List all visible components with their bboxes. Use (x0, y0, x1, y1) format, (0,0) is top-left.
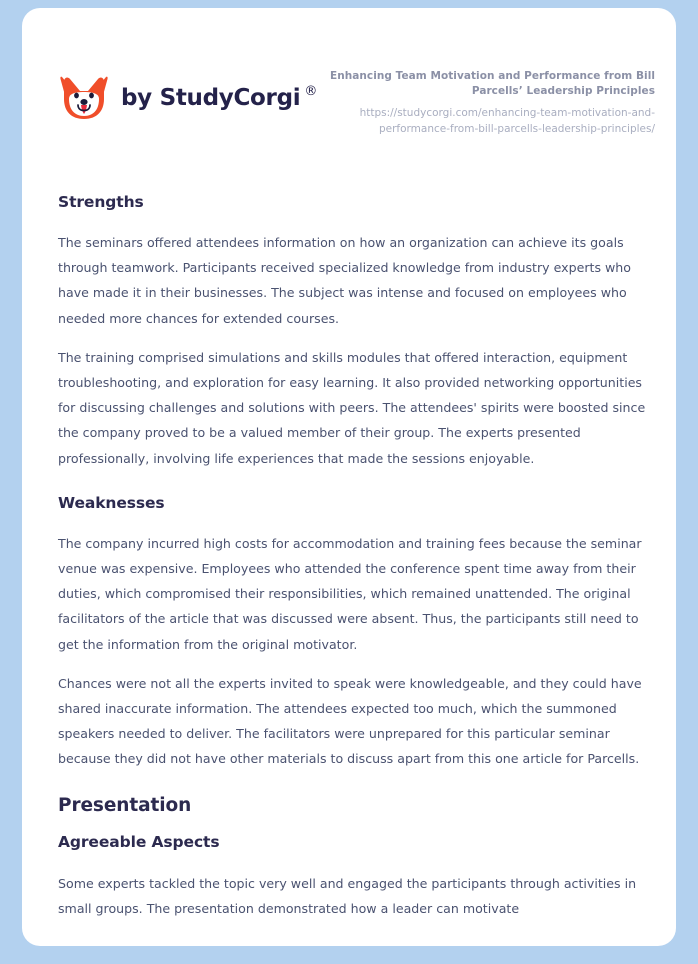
corgi-face-icon (58, 75, 110, 121)
brand-name (121, 85, 317, 111)
studycorgi-logo (58, 63, 317, 121)
section-heading-presentation: Presentation (58, 794, 192, 816)
brand-name-text: by StudyCorgi (121, 85, 301, 111)
paragraph: Chances were not all the experts invited to speak were knowledgeable, and they could have shared inaccurate information. The attendees expected too much, which the summoned speakers needed to deliver. The facilitators were unprepared for this particular seminar because they did not have other materials to discuss apart from this one article for Parcells. (58, 675, 642, 767)
section-heading-weaknesses: Weaknesses (58, 493, 165, 512)
document-page (22, 8, 676, 946)
document-title: Enhancing Team Motivation and Performance from Bill Parcells’ Leadership Principles (330, 70, 655, 98)
registered-trademark-icon: ® (304, 84, 318, 99)
section-heading-strengths: Strengths (58, 192, 144, 211)
paragraph: The seminars offered attendees information on how an organization can achieve its goals through teamwork. Participants received specialized knowledge from industry experts who have made it in their businesses. The subject was intense and focused on employees who needed more chances for extended courses. (58, 235, 631, 326)
header-meta (325, 63, 655, 138)
source-url: https://studycorgi.com/enhancing-team-motivation-and-performance-from-bill-parcells-leadership-principles/ (359, 107, 655, 136)
section-heading-agreeable-aspects: Agreeable Aspects (58, 832, 220, 851)
document-body (22, 138, 676, 921)
document-header (22, 8, 676, 138)
paragraph: The training comprised simulations and skills modules that offered interaction, equipment troubleshooting, and exploration for easy learning. It also provided networking opportunities for discussing challenges and solutions with peers. The attendees' spirits were boosted since the company proved to be a valued member of their group. The experts presented professionally, involving life experiences that made the sessions enjoyable. (58, 349, 646, 466)
paragraph: Some experts tackled the topic very well and engaged the participants through activities in small groups. The presentation demonstrated how a leader can motivate (58, 875, 637, 916)
paragraph: The company incurred high costs for accommodation and training fees because the seminar venue was expensive. Employees who attended the conference spent time away from their duties, which compromised their responsibilities, which remained unattended. The original facilitators of the article that was discussed were absent. Thus, the participants still need to get the information from the original motivator. (58, 535, 642, 652)
